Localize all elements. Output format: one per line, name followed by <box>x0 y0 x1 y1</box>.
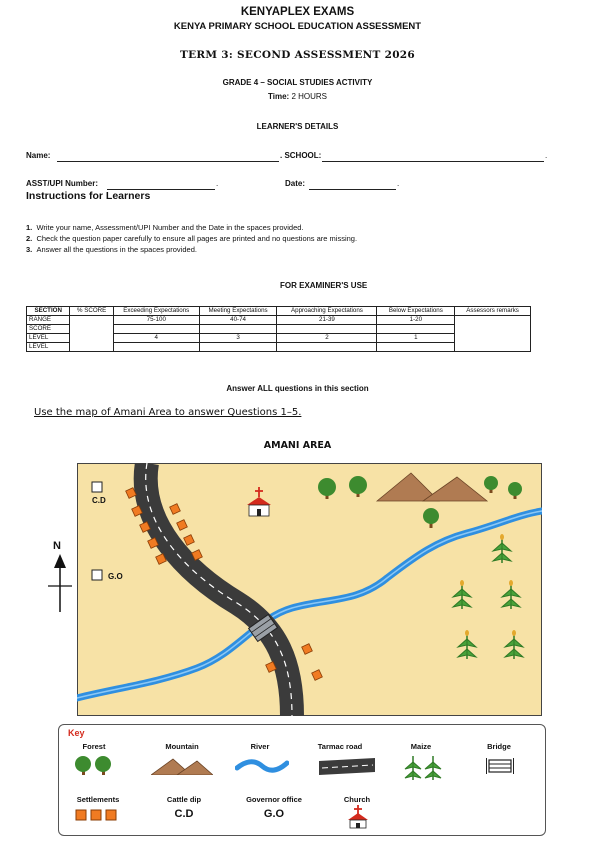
instruction-item <box>26 244 357 255</box>
river-icon <box>235 758 289 774</box>
score-cell[interactable] <box>70 316 113 352</box>
key-road <box>295 742 385 751</box>
governor-office-symbol <box>92 570 102 580</box>
time-line <box>0 92 595 101</box>
term-title: TERM 3: SECOND ASSESSMENT 2026 <box>179 49 416 61</box>
table-cell: 75-100 <box>113 316 199 325</box>
key-label: Mountain <box>165 742 199 751</box>
school-end-dot: . <box>545 151 548 160</box>
table-cell[interactable] <box>113 325 199 334</box>
date-field[interactable] <box>309 189 396 190</box>
table-cell[interactable] <box>113 343 199 352</box>
cattle-dip-symbol <box>92 482 102 492</box>
row-label: RANGE <box>27 316 70 325</box>
time-label: Time: <box>268 92 290 101</box>
forest-icon <box>73 755 115 777</box>
table-cell: 1-20 <box>377 316 455 325</box>
maize-icon <box>403 753 443 781</box>
settlement-icon <box>75 809 119 821</box>
learner-details-title: LEARNER'S DETAILS <box>256 122 339 131</box>
map-key <box>58 724 546 836</box>
governor-office-symbol: G.O <box>263 808 285 820</box>
instruction-number: 3. <box>26 245 33 254</box>
cattle-dip-symbol: C.D <box>174 808 194 820</box>
exam-body-title: KENYAPLEX EXAMS <box>240 6 355 18</box>
table-row <box>27 316 531 325</box>
table-header-row <box>27 307 531 316</box>
key-label: Bridge <box>487 742 511 751</box>
instruction-number: 2. <box>26 234 33 243</box>
instruction-item <box>26 222 357 233</box>
key-label: Settlements <box>76 795 120 804</box>
subject-title: GRADE 4 – SOCIAL STUDIES ACTIVITY <box>222 78 373 87</box>
key-mountain <box>137 742 227 751</box>
header-cell: Approaching Expectations <box>277 307 377 316</box>
date-end-dot: . <box>397 179 400 188</box>
name-label: Name: <box>26 151 51 160</box>
instructions-list <box>26 222 357 255</box>
table-cell[interactable] <box>199 343 277 352</box>
table-cell: 21-39 <box>277 316 377 325</box>
key-river <box>215 742 305 751</box>
key-maize <box>376 742 466 751</box>
row-label: LEVEL <box>27 343 70 352</box>
key-bridge <box>454 742 544 751</box>
date-label: Date: <box>285 179 306 188</box>
header-cell: Meeting Expectations <box>199 307 277 316</box>
instructions-title: Instructions for Learners <box>26 190 151 202</box>
map-instruction: Use the map of Amani Area to answer Questions 1–5. <box>34 407 302 418</box>
table-cell: 40-74 <box>199 316 277 325</box>
instruction-item <box>26 233 357 244</box>
key-forest <box>49 742 139 751</box>
north-label: N <box>53 540 61 552</box>
instruction-text: Write your name, Assessment/UPI Number and the Date in the spaces provided. <box>36 223 304 232</box>
name-field[interactable] <box>57 161 279 162</box>
table-cell[interactable] <box>377 325 455 334</box>
key-label: Tarmac road <box>317 742 363 751</box>
governor-office-label: G.O <box>108 572 123 581</box>
key-cattle-dip <box>139 795 229 804</box>
cattle-dip-label: C.D <box>92 496 106 505</box>
school-label: . SCHOOL: <box>280 151 322 160</box>
header-cell: SECTION <box>27 307 70 316</box>
asst-label: ASST/UPI Number: <box>26 179 99 188</box>
row-label: SCORE <box>27 325 70 334</box>
key-title: Key <box>68 728 85 738</box>
examiner-title: FOR EXAMINER'S USE <box>280 281 368 290</box>
key-label: Forest <box>82 742 106 751</box>
section-instruction: Answer ALL questions in this section <box>226 384 369 393</box>
key-church <box>312 795 402 804</box>
row-label: LEVEL <box>27 334 70 343</box>
table-cell: 2 <box>277 334 377 343</box>
table-cell[interactable] <box>277 325 377 334</box>
key-label: Maize <box>410 742 432 751</box>
key-label: Cattle dip <box>166 795 202 804</box>
time-value: 2 HOURS <box>291 92 327 101</box>
instruction-text: Answer all the questions in the spaces provided. <box>36 245 197 254</box>
asst-end-dot: . <box>216 179 219 188</box>
table-cell[interactable] <box>277 343 377 352</box>
assessment-title: KENYA PRIMARY SCHOOL EDUCATION ASSESSMENT <box>173 21 422 32</box>
key-label: River <box>250 742 270 751</box>
header-cell: Assessors remarks <box>455 307 531 316</box>
bridge-icon <box>486 756 514 776</box>
map-canvas <box>77 463 542 716</box>
instruction-number: 1. <box>26 223 33 232</box>
key-settlements <box>53 795 143 804</box>
key-label: Church <box>343 795 371 804</box>
table-cell[interactable] <box>377 343 455 352</box>
amani-map <box>77 463 542 716</box>
table-cell: 3 <box>199 334 277 343</box>
mountain-icon <box>151 757 213 775</box>
key-governor-office <box>229 795 319 804</box>
examiner-table <box>26 306 531 352</box>
road-icon <box>319 757 375 775</box>
map-title: AMANI AREA <box>263 440 332 451</box>
school-field[interactable] <box>322 161 544 162</box>
key-label: Governor office <box>246 795 302 804</box>
north-arrow-icon <box>45 554 75 614</box>
table-cell: 1 <box>377 334 455 343</box>
header-cell: Below Expectations <box>377 307 455 316</box>
table-cell: 4 <box>113 334 199 343</box>
table-cell[interactable] <box>199 325 277 334</box>
remarks-cell[interactable] <box>455 316 531 352</box>
church-icon <box>347 805 369 829</box>
header-cell: Exceeding Expectations <box>113 307 199 316</box>
header-cell: % SCORE <box>70 307 113 316</box>
instruction-text: Check the question paper carefully to ensure all pages are printed and no questions are missing. <box>36 234 358 243</box>
